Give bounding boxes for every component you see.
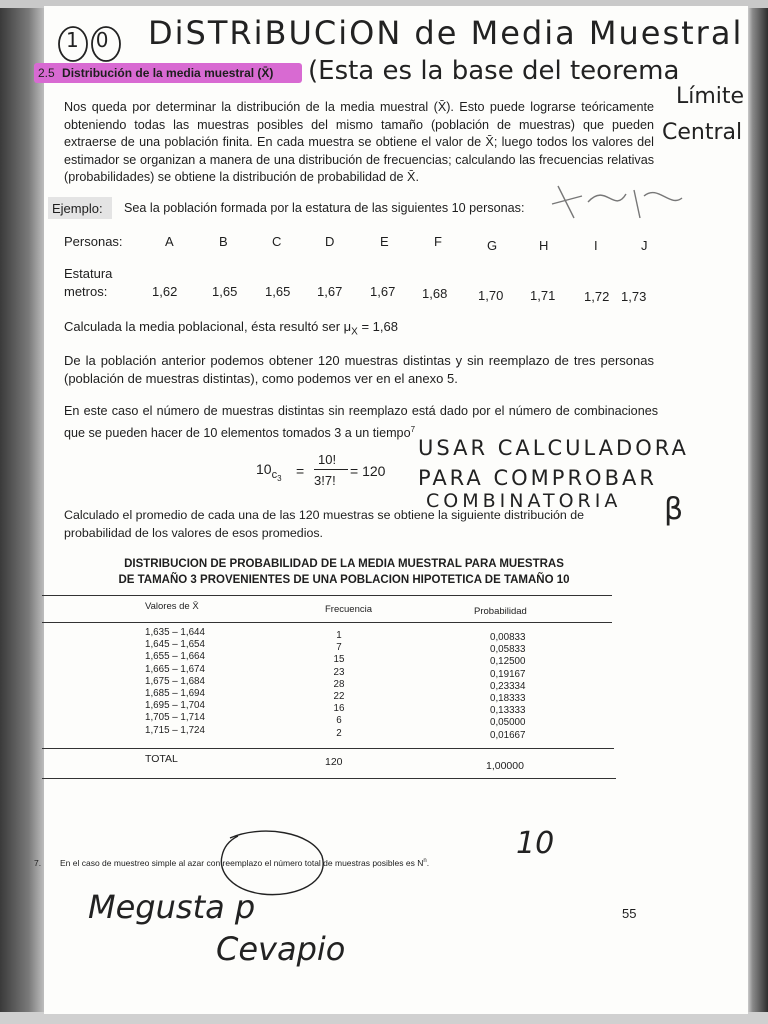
height-value: 1,70	[478, 288, 504, 303]
persona-name: B	[219, 234, 228, 249]
footnote-end: .	[426, 858, 430, 868]
height-value: 1,67	[370, 284, 396, 299]
combinaciones-text: En este caso el número de muestras distintas sin reemplazo está dado por el número de combinaciones que se pueden hacer de 10 elementos tomados 3 a un tiempo	[64, 404, 658, 440]
media-subscript: X	[351, 326, 358, 338]
formula-lhs	[256, 460, 282, 488]
note-base-teorema: (Esta es la base del teorema	[308, 56, 680, 86]
header-frecuencia: Frecuencia	[325, 604, 372, 615]
column-intervals	[145, 627, 205, 737]
probability-cell: 0,01667	[490, 729, 526, 741]
table-top-rule	[42, 595, 612, 596]
frequency-cell: 2	[336, 727, 342, 739]
estatura-label: Estatura	[64, 266, 113, 281]
frequency-cell: 23	[333, 666, 345, 678]
probability-cell: 0,05000	[490, 717, 526, 729]
height-value: 1,68	[422, 286, 448, 301]
note-combinatoria: COMBINATORIA	[426, 490, 622, 512]
table-header-rule	[42, 622, 612, 623]
note-megusta: Megusta p	[88, 888, 256, 926]
frequency-cell: 16	[333, 703, 345, 715]
height-value: 1,73	[621, 289, 647, 304]
paragraph-muestras: De la población anterior podemos obtener 120 muestras distintas y sin reemplazo de tres personas (población de muestras distintas), como podemos ver en el anexo 5.	[64, 353, 654, 386]
note-usar-calculadora: USAR CALCULADORA	[418, 436, 689, 460]
height-value: 1,67	[317, 284, 343, 299]
interval-cell: 1,655 – 1,664	[145, 651, 205, 663]
title-badge: 10	[66, 28, 126, 52]
formula-lhs-c: c3	[271, 468, 282, 483]
interval-cell: 1,665 – 1,674	[145, 663, 205, 675]
ejemplo-label: Ejemplo:	[52, 201, 103, 216]
formula-lhs-num: 10	[256, 461, 272, 477]
persona-name: F	[434, 234, 442, 249]
formula-result: = 120	[350, 463, 386, 479]
footnote-text-b: el número total de muestras posibles es N	[262, 858, 424, 868]
formula-equals: =	[296, 463, 305, 479]
frequency-cell: 6	[336, 715, 342, 727]
table-title-line-2: DE TAMAÑO 3 PROVENIENTES DE UNA POBLACION HIPOTETICA DE TAMAÑO 10	[118, 574, 570, 586]
paragraph-intro: Nos queda por determinar la distribución de la media muestral (X̄). Esto puede lograrse teóricamente obteniendo todas las muestras posibles del mismo tamaño (población de muestras) que pueden extraerse de una población finita. En cada muestra se obtiene el valor de X̄; luego todos los valores del estimador se organizan a manera de una distribución de frecuencias; calculando las frecuencias relativas (probabilidades) se obtiene la distribución de probabilidad de X̄.	[64, 100, 654, 184]
interval-cell: 1,695 – 1,704	[145, 700, 205, 712]
handwritten-title: DiSTRiBUCiON de Media Muestral	[148, 14, 744, 52]
height-value: 1,65	[212, 284, 238, 299]
probability-cell: 0,00833	[490, 632, 526, 643]
total-frequency: 120	[325, 756, 343, 768]
formula-denominator: 3!7!	[314, 473, 336, 488]
footnote-superscript: n	[423, 858, 427, 865]
paragraph-promedios: Calculado el promedio de cada una de las 120 muestras se obtiene la siguiente distribución de probabilidad de los valores de esos promedios.	[64, 508, 585, 540]
interval-cell: 1,675 – 1,684	[145, 675, 205, 687]
frequency-cell: 22	[333, 690, 345, 702]
probability-cell: 0,13333	[490, 705, 526, 717]
media-text: Calculada la media poblacional, ésta resultó ser μ	[64, 319, 352, 334]
persona-name: D	[325, 234, 335, 249]
scan-edge-left	[0, 0, 48, 1024]
persona-name: G	[487, 238, 498, 253]
footnote-text-a: En el caso de muestreo simple al azar	[60, 858, 207, 868]
footnote-circled-text: con reemplazo	[206, 858, 263, 868]
frequency-cell: 28	[333, 678, 345, 690]
height-value: 1,62	[152, 284, 178, 299]
formula-numerator: 10!	[318, 452, 337, 467]
note-cevapio: Cevapio	[216, 930, 346, 968]
table-total-rule	[42, 748, 614, 749]
table-title-line-1: DISTRIBUCION DE PROBABILIDAD DE LA MEDIA MUESTRAL PARA MUESTRAS	[124, 558, 564, 570]
note-beta: β	[664, 492, 684, 527]
probability-cell: 0,12500	[490, 656, 526, 668]
interval-cell: 1,635 – 1,644	[145, 627, 205, 638]
column-probabilities	[490, 632, 525, 742]
height-value: 1,71	[530, 288, 556, 303]
interval-cell: 1,645 – 1,654	[145, 639, 205, 651]
scan-edge-right	[746, 0, 768, 1024]
media-poblacional	[64, 317, 398, 342]
header-valores: Valores de X̄	[145, 601, 199, 612]
note-limite: Límite	[676, 84, 745, 109]
section-number: 2.5	[38, 66, 55, 80]
probability-cell: 0,05833	[490, 644, 526, 656]
section-heading-text: Distribución de la media muestral (X̄)	[62, 66, 274, 80]
interval-cell: 1,715 – 1,724	[145, 724, 205, 736]
total-probability: 1,00000	[486, 760, 524, 772]
personas-label: Personas:	[64, 234, 123, 249]
note-central: Central	[662, 120, 743, 145]
persona-name: E	[380, 234, 389, 249]
interval-cell: 1,685 – 1,694	[145, 687, 205, 699]
persona-name: I	[594, 238, 598, 253]
section-heading	[34, 63, 302, 83]
footnote-ref: 7	[410, 424, 416, 434]
persona-name: J	[641, 238, 648, 253]
note-para-comprobar: PARA COMPROBAR	[418, 466, 657, 490]
table-bottom-rule	[42, 778, 616, 779]
persona-name: C	[272, 234, 282, 249]
header-probabilidad: Probabilidad	[474, 606, 527, 617]
column-frequencies	[330, 630, 348, 740]
interval-cell: 1,705 – 1,714	[145, 712, 205, 724]
media-value: = 1,68	[357, 319, 398, 334]
probability-cell: 0,23334	[490, 680, 526, 692]
frequency-cell: 15	[333, 654, 345, 666]
persona-name: A	[165, 234, 174, 249]
ejemplo-text: Sea la población formada por la estatura de las siguientes 10 personas:	[124, 201, 525, 215]
total-label: TOTAL	[145, 753, 178, 765]
estatura-label-metros: metros:	[64, 284, 108, 299]
footnote-number: 7.	[34, 858, 42, 868]
formula-fraction-bar	[314, 469, 348, 470]
bottom-signature: 10	[516, 826, 555, 861]
persona-name: H	[539, 238, 549, 253]
page-number: 55	[622, 906, 637, 921]
probability-cell: 0,19167	[490, 668, 526, 680]
probability-cell: 0,18333	[490, 692, 526, 704]
scribble-doodle	[548, 174, 688, 226]
frequency-cell: 1	[336, 630, 342, 641]
height-value: 1,65	[265, 284, 291, 299]
height-value: 1,72	[584, 289, 610, 304]
frequency-cell: 7	[336, 642, 342, 654]
